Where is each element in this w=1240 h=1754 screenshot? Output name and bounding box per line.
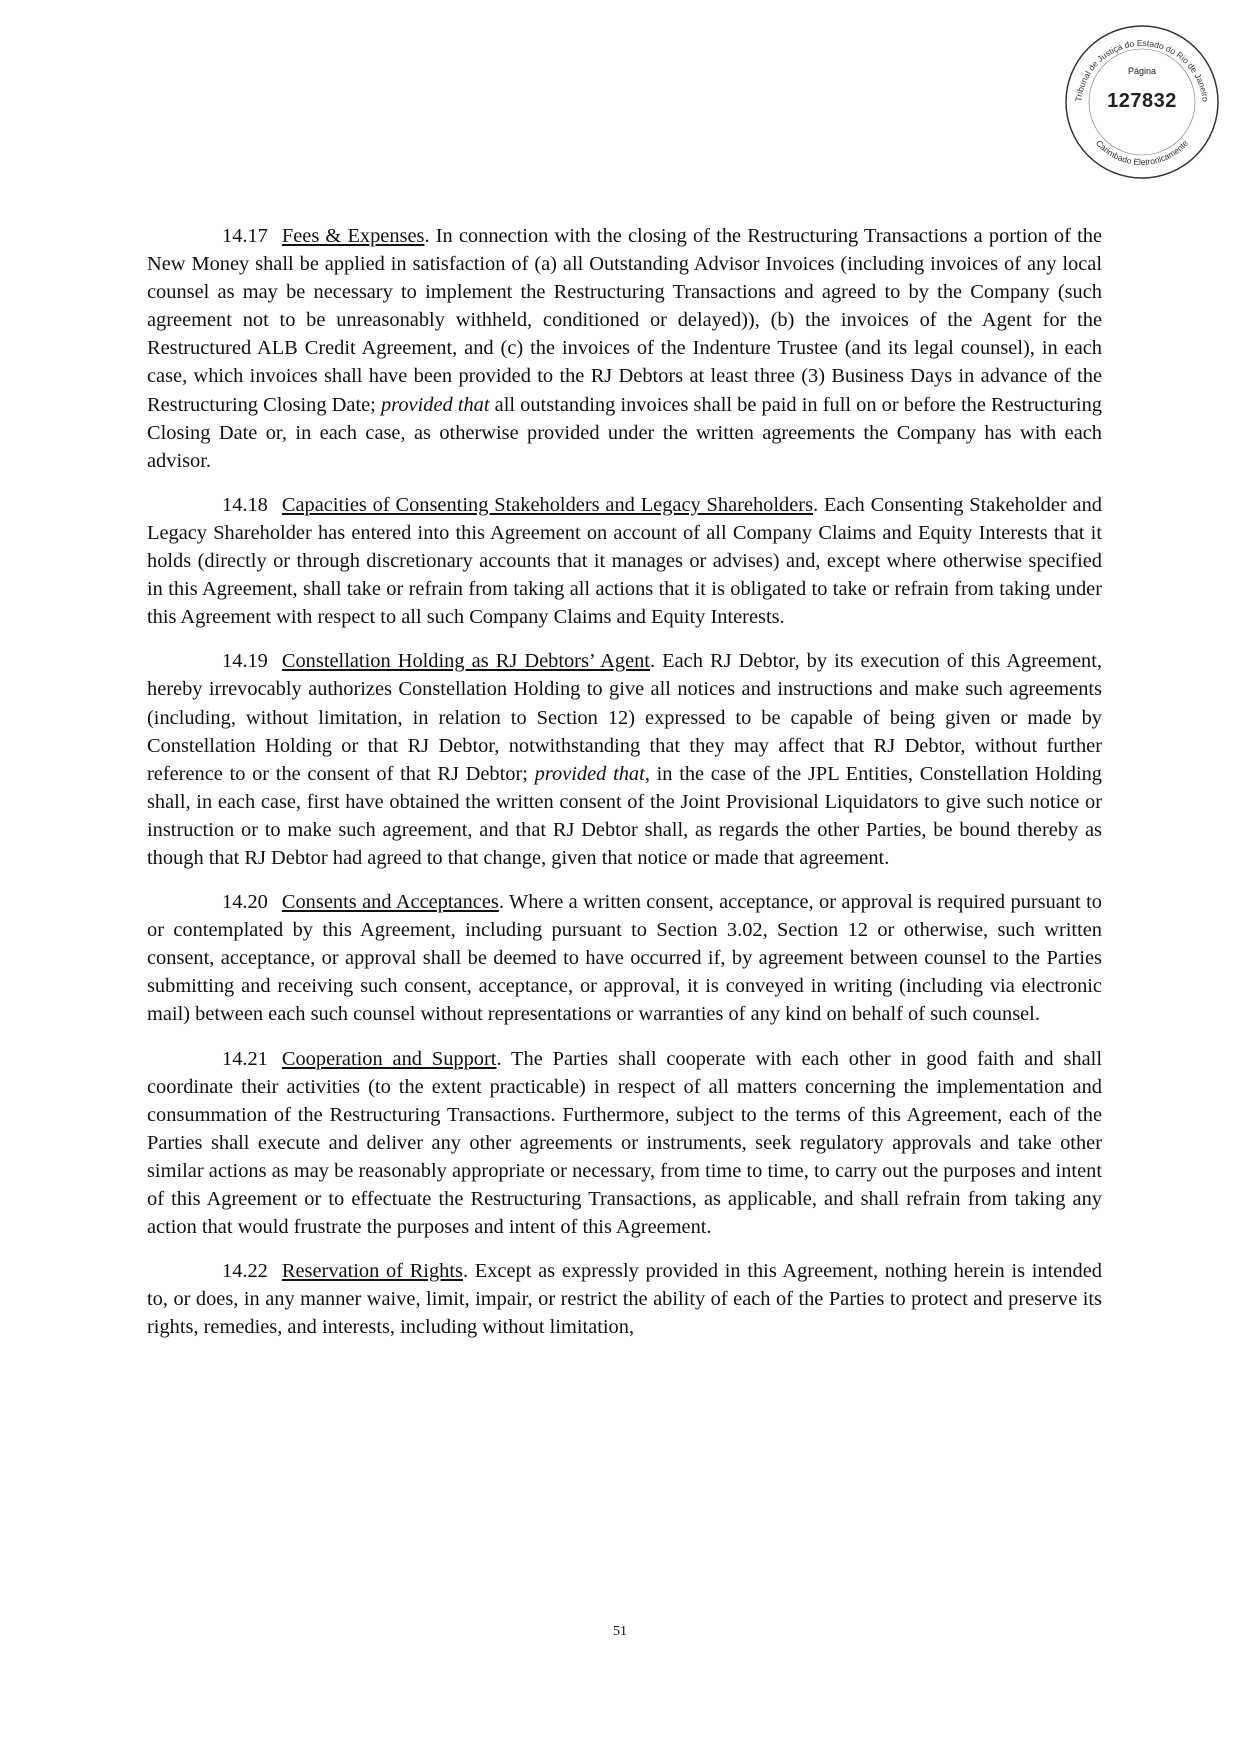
section-title: Cooperation and Support xyxy=(281,1047,497,1070)
section-number: 14.17 xyxy=(222,225,268,247)
section-14-20 xyxy=(147,888,1102,1028)
section-title: Capacities of Consenting Stakeholders and Legacy Shareholders xyxy=(281,493,814,516)
section-text: , in the case of the JPL Entities, Constellation Holding shall, in each case, first have obtained the written consent of the Joint Provisional Liquidators to give such notice or instruction or to make such agreement, and that RJ Debtor shall, as regards the other Parties, be bound thereby as though that RJ Debtor had agreed to that change, given that notice or made that agreement. xyxy=(147,762,1103,869)
section-number: 14.18 xyxy=(222,493,268,516)
section-14-18 xyxy=(147,491,1102,631)
section-14-22 xyxy=(147,1257,1102,1341)
section-number: 14.19 xyxy=(222,650,268,673)
section-number: 14.20 xyxy=(222,891,268,914)
stamp-ring-text-bottom: Carimbado Eletronicamente xyxy=(1093,137,1191,167)
stamp-page-number: 127832 xyxy=(1107,90,1177,112)
section-title: Consents and Acceptances xyxy=(281,891,499,914)
section-14-17 xyxy=(147,222,1102,475)
stamp-ring-text-top: Tribunal de Justiça do Estado do Rio de Janeiro xyxy=(1073,37,1211,103)
stamp-page-label: Página xyxy=(1127,66,1157,76)
section-title: Reservation of Rights xyxy=(281,1260,463,1283)
section-text: . Except as expressly provided in this Agreement, nothing herein is intended to, or does, in any manner waive, limit, impair, or restrict the ability of each of the Parties to protect and preserve its rights, remedies, and interests, including without limitation, xyxy=(147,1260,1102,1339)
section-text: . Each RJ Debtor, by its execution of this Agreement, hereby irrevocably authorizes Constellation Holding to give all notices and instructions and make such agreements (including, without limitation, in relation to Section 12) expressed to be capable of being given or made by Constellation Holding or that RJ Debtor, notwithstanding that they may affect that RJ Debtor, without further reference to or the consent of that RJ Debtor; xyxy=(147,650,1102,785)
page-number: 51 xyxy=(613,1624,627,1639)
section-text: . Where a written consent, acceptance, or approval is required pursuant to or contemplated by this Agreement, including pursuant to Section 3.02, Section 12 or otherwise, such written consent, acceptance, or approval shall be deemed to have occurred if, by agreement between counsel to the Parties submitting and receiving such consent, acceptance, or approval, it is conveyed in writing (including via electronic mail) between each such counsel without representations or warranties of any kind on behalf of such counsel. xyxy=(147,891,1102,1026)
section-14-21 xyxy=(147,1045,1102,1242)
section-text: . Each Consenting Stakeholder and Legacy Shareholder has entered into this Agreement on account of all Company Claims and Equity Interests that it holds (directly or through discretionary accounts that it manages or advises) and, except where otherwise specified in this Agreement, shall take or refrain from taking all actions that it is obligated to take or refrain from taking under this Agreement with respect to all such Company Claims and Equity Interests. xyxy=(147,493,1102,629)
court-seal-stamp xyxy=(1062,22,1222,182)
section-number: 14.21 xyxy=(222,1047,268,1070)
section-14-19 xyxy=(147,647,1102,872)
section-number: 14.22 xyxy=(222,1260,268,1283)
section-italic-text: provided that xyxy=(534,762,645,785)
section-title: Fees & Expenses xyxy=(281,225,425,247)
document-body xyxy=(147,222,1102,1357)
section-text: . In connection with the closing of the Restructuring Transactions a portion of the New Money shall be applied in satisfaction of (a) all Outstanding Advisor Invoices (including invoices of any local counsel as may be necessary to implement the Restructuring Transactions and agreed to by the Company (such agreement not to be unreasonably withheld, conditioned or delayed)), (b) the invoices of the Agent for the Restructured ALB Credit Agreement, and (c) the invoices of the Indenture Trustee (and its legal counsel), in each case, which invoices shall have been provided to the RJ Debtors at least three (3) Business Days in advance of the Restructuring Closing Date; xyxy=(147,225,1102,416)
section-title: Constellation Holding as RJ Debtors’ Agent xyxy=(281,650,650,673)
section-text: all outstanding invoices shall be paid in full on or before the Restructuring Closing Date or, in each case, as otherwise provided under the written agreements the Company has with each advisor. xyxy=(147,393,1102,472)
section-italic-text: provided that xyxy=(380,393,490,416)
section-text: . The Parties shall cooperate with each other in good faith and shall coordinate their activities (to the extent practicable) in respect of all matters concerning the implementation and consummation of the Restructuring Transactions. Furthermore, subject to the terms of this Agreement, each of the Parties shall execute and deliver any other agreements or instruments, seek regulatory approvals and take other similar actions as may be reasonably appropriate or necessary, from time to time, to carry out the purposes and intent of this Agreement or to effectuate the Restructuring Transactions, as applicable, and shall refrain from taking any action that would frustrate the purposes and intent of this Agreement. xyxy=(147,1047,1103,1239)
